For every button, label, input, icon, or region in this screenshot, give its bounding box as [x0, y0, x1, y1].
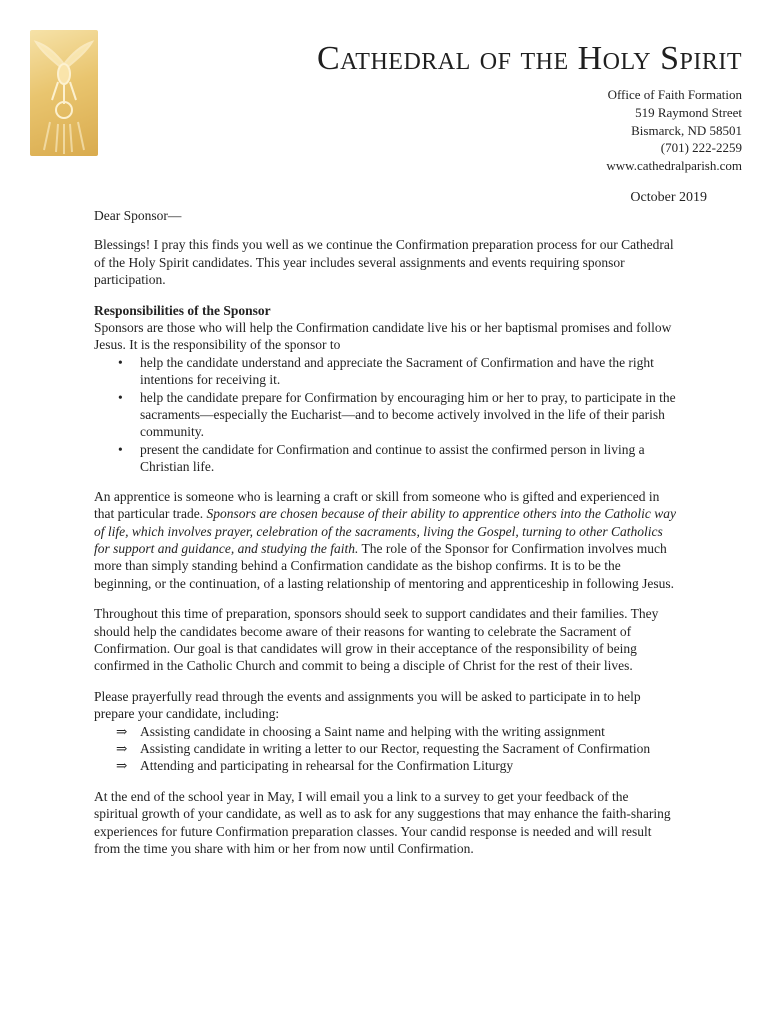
list-item — [116, 757, 676, 774]
list-item: • help the candidate prepare for Confirmation by encouraging him or her to pray, to participate in the sacraments—especially the Eucharist—and to become actively involved in the life of their parish community. — [140, 389, 676, 441]
arrow-icon: ⇒ — [116, 740, 128, 756]
address-line: Bismarck, ND 58501 — [631, 122, 742, 138]
responsibilities-list — [94, 354, 676, 476]
apprentice-text-start: An apprentice is someone who is learning a craft or skill from someone who is gifted and experienced in that particular trade. — [94, 488, 660, 522]
arrow-icon: ⇒ — [116, 723, 128, 739]
events-intro: Please prayerfully read through the events and assignments you will be asked to participate in to help prepare your candidate, including: — [94, 688, 641, 722]
event-text: Assisting candidate in choosing a Saint name and helping with the writing assignment — [140, 723, 605, 739]
events-list — [94, 723, 676, 775]
event-text: Assisting candidate in writing a letter to our Rector, requesting the Sacrament of Confirmation — [140, 740, 651, 756]
dove-icon — [30, 30, 98, 156]
list-item — [116, 740, 676, 757]
responsibilities-intro: Sponsors are those who will help the Confirmation candidate live his or her baptismal promises and follow Jesus. It is the responsibility of the sponsor to — [94, 320, 672, 353]
apprentice-text-end: The role of the Sponsor for Confirmation involves much more than simply standing behind a Confirmation candidate as the bishop confirms. It is to be the beginning, or the continuation, of a lasting relationship of mentoring and apprenticeship in following Jesus. — [94, 540, 675, 591]
holy-spirit-dove-logo — [30, 30, 98, 156]
list-item — [116, 723, 676, 740]
address-line: Office of Faith Formation — [607, 87, 742, 102]
responsibilities-heading: Responsibilities of the Sponsor — [94, 302, 271, 318]
letter-body — [94, 207, 676, 870]
address-line: (701) 222-2259 — [660, 140, 742, 156]
salutation: Dear Sponsor— — [94, 208, 182, 223]
intro-paragraph: Blessings! I pray this finds you well as we continue the Confirmation preparation process for our Cathedral of the Holy Spirit candidates. This year includes several assignments and events requiring sponsor participation. — [94, 237, 674, 288]
list-item: • present the candidate for Confirmation and continue to assist the confirmed person in living a Christian life. — [140, 441, 676, 476]
page-title: Cathedral of the Holy Spirit — [316, 40, 742, 77]
arrow-icon: ⇒ — [116, 758, 128, 774]
preparation-paragraph: Throughout this time of preparation, sponsors should seek to support candidates and their families. They should help the candidates become aware of their reasons for wanting to celebrate the Sacrament of Confirmation. Our goal is that candidates will grow in their acceptance of the responsibility of being confirmed in the Catholic Church and commit to being a disciple of Christ for the rest of their lives. — [94, 606, 659, 674]
list-item: • help the candidate understand and appreciate the Sacrament of Confirmation and have the right intentions for receiving it. — [140, 354, 676, 389]
apprentice-text-italic: Sponsors are chosen because of their ability to apprentice others into the Catholic way of life, which involves prayer, celebration of the sacraments, living the Gospel, turning to other Catholics for support and guidance, and studying the faith. — [94, 506, 677, 556]
letter-date: October 2019 — [630, 190, 707, 205]
website-link[interactable]: www.cathedralparish.com — [606, 158, 742, 174]
event-text: Attending and participating in rehearsal for the Confirmation Liturgy — [140, 758, 514, 774]
office-address — [606, 86, 742, 175]
address-line: 519 Raymond Street — [635, 104, 742, 120]
apprentice-paragraph — [94, 488, 676, 592]
closing-paragraph: At the end of the school year in May, I will email you a link to a survey to get your feedback of the spiritual growth of your candidate, as well as to ask for any suggestions that may enhance the faith-sharing experiences for future Confirmation preparation classes. Your candid response is needed and will result from the time you share with him or her from now until Confirmation. — [94, 788, 671, 856]
